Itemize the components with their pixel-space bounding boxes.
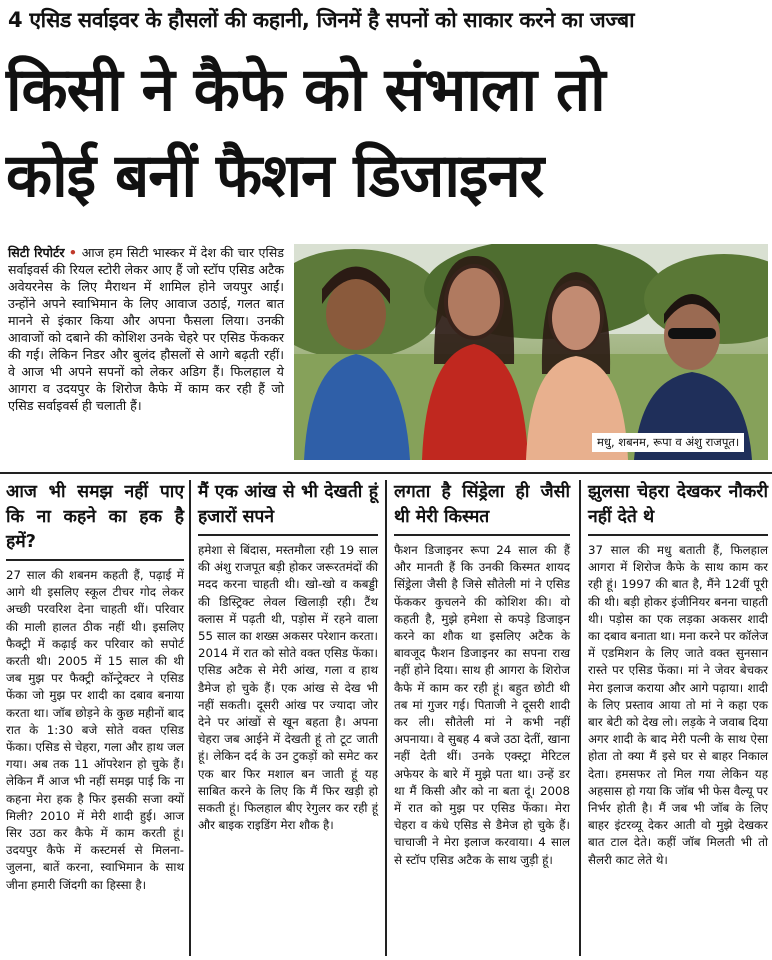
story-column-shabnam [6,480,184,894]
story-body: फैशन डिजाइनर रूपा 24 साल की हैं और मानती हैं कि उनकी किस्मत शायद सिंड्रेला जैसी है जिसे सौतेली मां ने एसिड फेंककर कुचलने की कोशिश की। वो कहती है, मुझे हमेशा से कपड़े डिजाइन करने का शौक था इसलिए अटैक के बावजूद फैशन डिजाइनर का सपना राख नहीं होने दिया। साथ ही आगरा के शिरोज कैफे में काम कर रही हूं। बहुत छोटी थी तब मां गुजर गई। पिताजी ने दूसरी शादी कर ली। सौतेली मां ने कभी नहीं अपनाया। वे सुबह 4 बजे उठा देतीं, खाना नहीं देती थीं। उनके एक्स्ट्रा मेरिटल अफेयर के बारे में मुझे पता था। उन्हें डर था मैं किसी और को ना बता दूं। 2008 में रात को मुझ पर एसिड फेंका। मेरा चेहरा व कंधे एसिड से डैमेज हो चुके हैं। चाचाजी ने मेरा इलाज करवाया। 4 साल से स्टॉप एसिड अटैक के साथ जुड़ी हूं। [394,543,570,867]
heading-rule [394,534,570,536]
section-rule [0,472,772,474]
heading-rule [6,559,184,561]
bullet-dot: • [68,245,82,260]
story-body: 37 साल की मधु बताती हैं, फिलहाल आगरा में शिरोज कैफे के साथ काम कर रही हूं। 1997 की बात है, मैंने 12वीं पूरी की थी। बड़ी होकर इंजीनियर बनना चाहती थी। पड़ोस का एक लड़का अकसर शादी का दबाव बनाता था। मना करने पर कॉलेज में एडमिशन के लिए जाते वक्त सुनसान रास्ते पर एसिड फेंका। मां ने जेवर बेचकर मेरा इलाज कराया और आगे पढ़ाया। शादी के लिए प्रस्ताव आया तो मां ने कहा एक बार बेटी को देख लो। लड़के ने जवाब दिया अगर शादी के बाद मेरी पत्नी के साथ ऐसा होता तो क्या मैं इसे घर से बाहर निकाल देता। हमसफर तो मिल गया लेकिन यह अहसास हो गया कि जॉब भी फेस वैल्यू पर निर्भर होती है। मैं जब भी जॉब के लिए बाहर इंटरव्यू देकर आती वो मुझे देखकर बात टाल देते। कहीं जॉब मिलती भी तो सैलरी काट लेते थे। [588,543,768,867]
story-column-rupa [394,480,570,869]
heading-rule [588,534,768,536]
byline: सिटी रिपोर्टर [8,245,65,260]
intro-paragraph [8,244,284,414]
story-heading: आज भी समझ नहीं पाए कि ना कहने का हक है हमें? [6,482,184,552]
group-photo [294,244,768,460]
photo-caption: मधु, शबनम, रूपा व अंशु राजपूत। [592,433,744,452]
story-body: 27 साल की शबनम कहती हैं, पढ़ाई में आगे थी इसलिए स्कूल टीचर गोद लेकर अच्छी परवरिश देना चाहती थीं। परिवार की माली हालत ठीक नहीं थी। इसलिए फैक्ट्री में कढ़ाई कर परिवार को सपोर्ट करती थी। 2005 में 15 साल की थी जब मुझ पर फैक्ट्री कॉन्ट्रेक्टर ने एसिड फेंका जो मुझ पर शादी का दबाव बनाया करता था। जॉब छोड़ने के कुछ महीनों बाद रात के 1:30 बजे सोते वक्त एसिड फेंका। एसिड से चेहरा, गला और हाथ जल गया। अब तक 11 ऑपरेशन हो चुके हैं। लेकिन मैं आज भी नहीं समझ पाई कि ना कहना मेरा हक है फिर इसकी सजा क्यों मिली? 2010 में मेरी शादी हुई। आज सिर उठा कर कैफे में काम करती हूं। उदयपुर कैफे में कस्टमर्स से मिलना-जुलना, बातें करना, स्वाभिमान के साथ जीना हमारी जिंदगी का हिस्सा है। [6,568,184,892]
story-body: हमेशा से बिंदास, मस्तमौला रही 19 साल की अंशु राजपूत बड़ी होकर जरूरतमंदों की मदद करना चाहती थी। खो-खो व कबड्डी की डिस्ट्रिक्ट लेवल खिलाड़ी रही। टैंथ क्लास में पढ़ती थी, पड़ोस में रहने वाला 55 साल का शख्स अकसर परेशान करता। 2014 में रात को सोते वक्त एसिड फेंका। एसिड अटैक से मेरी आंख, गला व हाथ डैमेज हो चुके हैं। एक आंख से देख भी नहीं सकती। दूसरी आंख पर ज्यादा जोर देने पर आंखों से खून बहता है। अपना चेहरा जब आईने में देखती हूं तो टूट जाती हूं। लेकिन दर्द के उन टुकड़ों को समेट कर एक बार फिर मशाल बन जाती हूं यह साबित करने के लिए कि मैं फिर खड़ी हो सकती हूं। फिलहाल बीए रेगुलर कर रही हूं और बाइक राइडिंग मेरा शौक है। [198,543,378,833]
group-photo-illustration [294,244,768,460]
column-divider [189,480,191,956]
intro-text: आज हम सिटी भास्कर में देश की चार एसिड सर्वाइवर्स की रियल स्टोरी लेकर आए हैं जो स्टॉप एसिड अटैक अवेयरनेस के लिए मैराथन में शामिल होने जयपुर आईं। उन्होंने अपने स्वाभिमान के लिए आवाज उठाई, गलत बात मानने से इंकार किया और अपना फैसला लिया। उनकी आवाजों को दबाने की कोशिश उनके चेहरे पर एसिड फेंककर की गई। लेकिन निडर और बुलंद हौसलों से आगे बढ़ती रहीं। वे आज भी अपने सपनों को लेकर अडिग हैं। फिलहाल ये आगरा व उदयपुर के शिरोज कैफे में काम कर रही हैं जो एसिड सर्वाइवर्स ही चलाती हैं। [8,245,284,413]
kicker: 4 एसिड सर्वाइवर के हौसलों की कहानी, जिनमें है सपनों को साकार करने का जज्बा [8,8,635,32]
column-divider [579,480,581,956]
headline-line-2: कोई बनीं फैशन डिजाइनर [6,141,544,211]
column-divider [385,480,387,956]
story-heading: मैं एक आंख से भी देखती हूं हजारों सपने [198,482,378,527]
story-column-anshu [198,480,378,834]
story-heading: लगता है सिंड्रेला ही जैसी थी मेरी किस्मत [394,482,570,527]
story-column-madhu [588,480,768,869]
heading-rule [198,534,378,536]
story-heading: झुलसा चेहरा देखकर नौकरी नहीं देते थे [588,482,768,527]
headline-line-1: किसी ने कैफे को संभाला तो [6,55,605,125]
